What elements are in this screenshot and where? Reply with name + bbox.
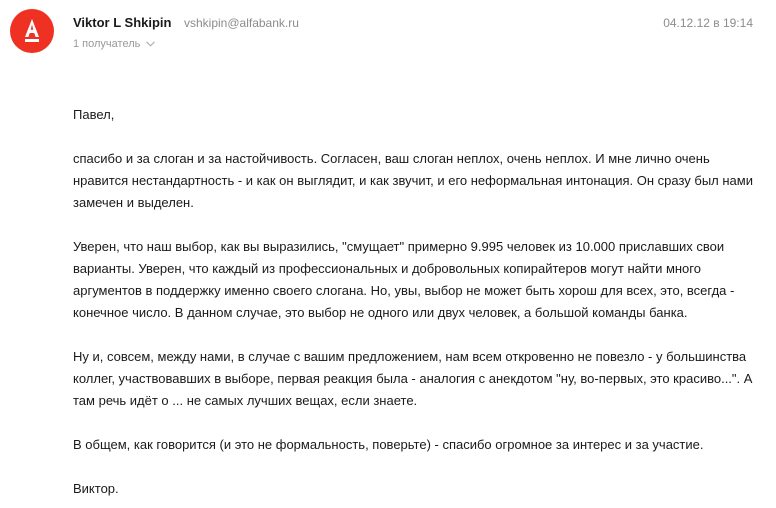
sender-email[interactable]: vshkipin@alfabank.ru [184, 16, 299, 30]
message-greeting: Павел, [73, 107, 115, 122]
message-date: 04.12.12 в 19:14 [663, 16, 753, 30]
message-paragraph: Уверен, что наш выбор, как вы выразились, "смущает" примерно 9.995 человек из 10.000 приславших свои варианты. Уверен, что каждый из профессиональных и добровольных копирайтеров могут найти много аргументов в поддержку именно своего слогана. Но, увы, выбор не может быть хорош для всех, это, всегда - конечное число. В данном случае, это выбор не одного или двух человек, а большой команды банка. [73, 239, 735, 320]
sender-avatar[interactable] [10, 9, 54, 53]
chevron-down-icon [146, 41, 155, 47]
message-body [73, 104, 753, 500]
message-paragraph: спасибо и за слоган и за настойчивость. Согласен, ваш слоган неплох, очень неплох. И мне лично очень нравится нестандартность - и как он выглядит, и как звучит, и его неформальная интонация. Он сразу был нами замечен и выделен. [73, 151, 753, 210]
recipients-toggle[interactable] [73, 38, 155, 50]
recipients-label: 1 получатель [73, 38, 141, 50]
message-paragraph: Ну и, совсем, между нами, в случае с вашим предложением, нам всем откровенно не повезло - у большинства коллег, участвовавших в выборе, первая реакция была - аналогия с анекдотом "ну, во-первых, это красиво...". А там речь идёт о ... не самых лучших вещах, если знаете. [73, 349, 753, 408]
message-paragraph: В общем, как говорится (и это не формальность, поверьте) - спасибо огромное за интерес и за участие. [73, 437, 704, 452]
sender-name[interactable]: Viktor L Shkipin [73, 15, 172, 30]
message-signature: Виктор. [73, 481, 119, 496]
alfa-bank-logo-icon [22, 19, 42, 43]
